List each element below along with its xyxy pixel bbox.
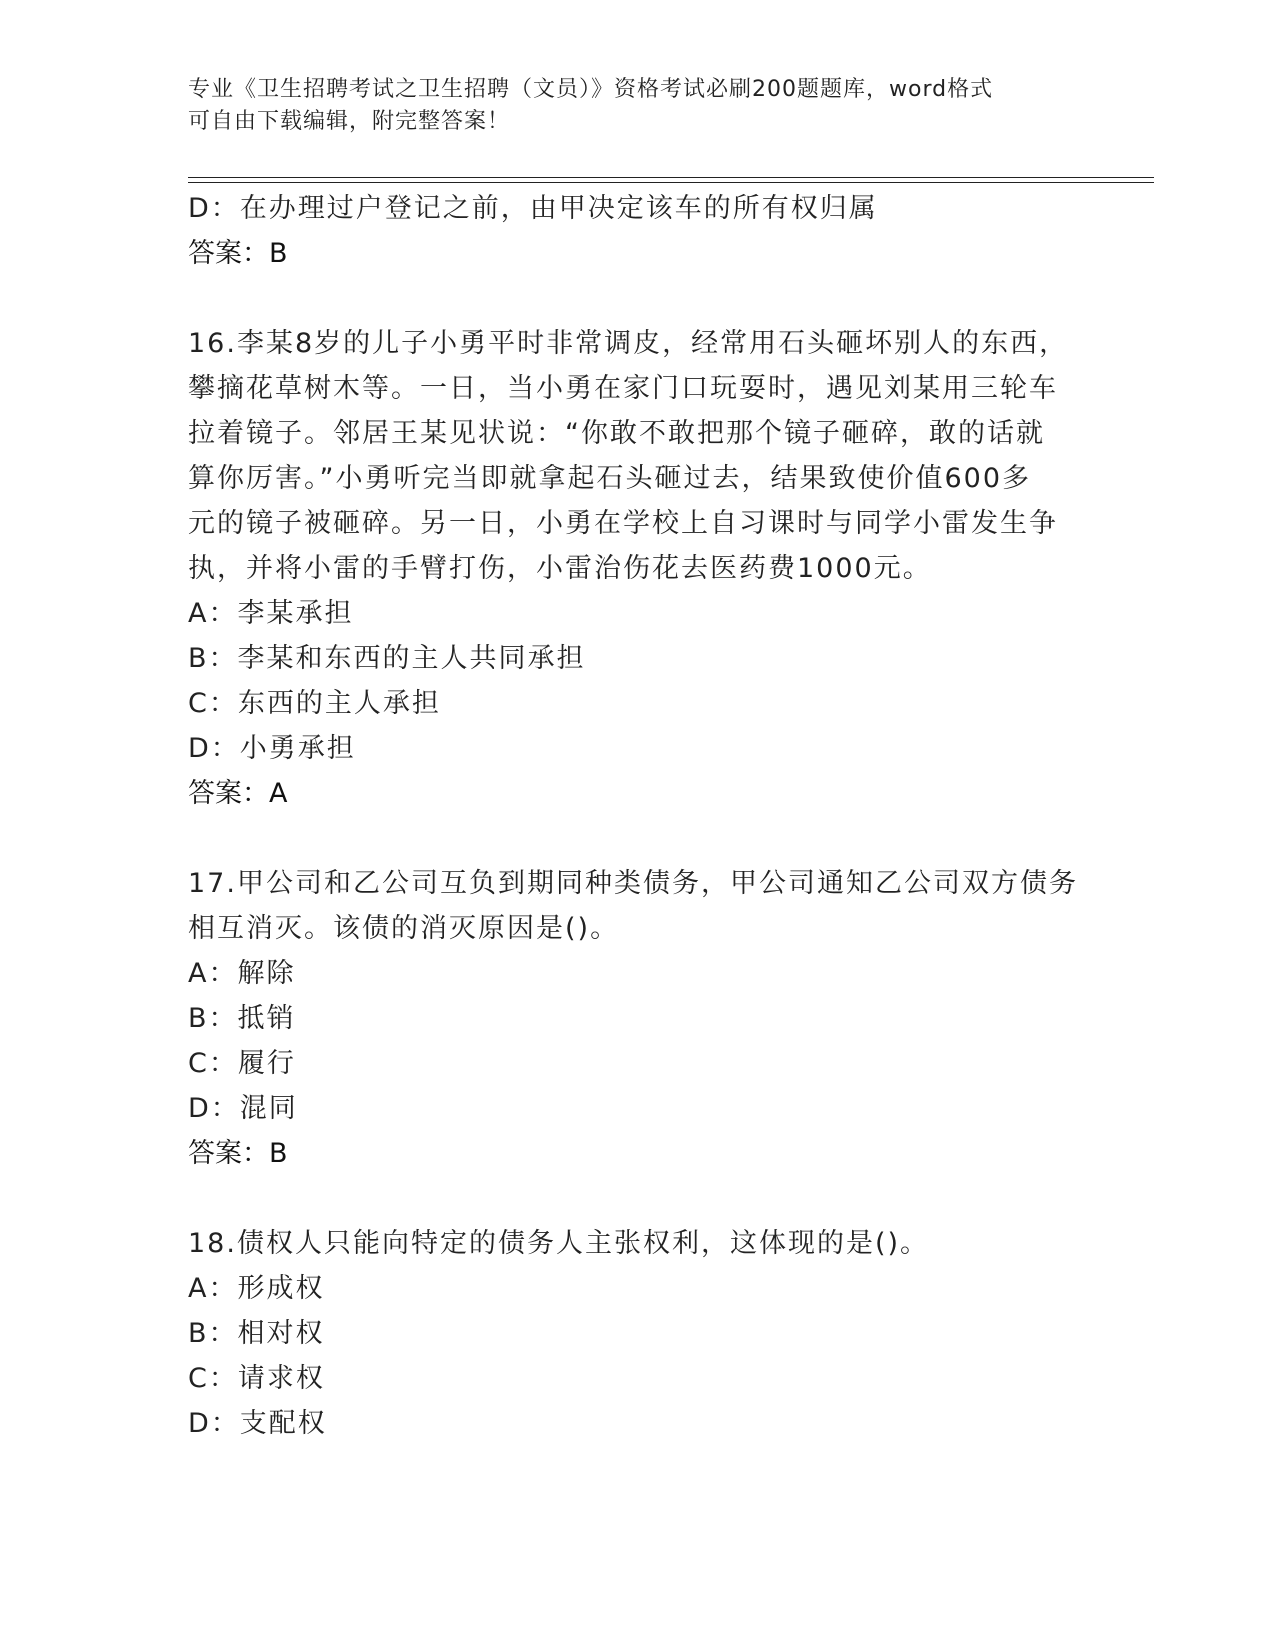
q17-stem-line: 17.甲公司和乙公司互负到期同种类债务，甲公司通知乙公司双方债务 <box>188 868 1078 899</box>
q16-stem-line: 攀摘花草树木等。一日，当小勇在家门口玩耍时，遇见刘某用三轮车 <box>188 373 1058 404</box>
q16-stem-line: 算你厉害。”小勇听完当即就拿起石头砸过去，结果致使价值600多 <box>188 463 1032 494</box>
q16-stem-line: 元的镜子被砸碎。另一日，小勇在学校上自习课时与同学小雷发生争 <box>188 508 1058 539</box>
q17-answer: 答案：B <box>188 1138 288 1169</box>
header-divider-top <box>188 177 1154 178</box>
q16-answer: 答案：A <box>188 778 288 809</box>
q16-option-c: C：东西的主人承担 <box>188 688 441 719</box>
q18-option-a: A：形成权 <box>188 1273 325 1304</box>
question-content <box>188 186 1088 1446</box>
q18-option-d: D：支配权 <box>188 1408 327 1439</box>
q17-stem-line: 相互消灭。该债的消灭原因是()。 <box>188 913 620 944</box>
q16-stem-line: 16.李某8岁的儿子小勇平时非常调皮，经常用石头砸坏别人的东西， <box>188 328 1069 359</box>
header-divider-bottom <box>188 182 1154 183</box>
spacer <box>188 1176 1088 1221</box>
spacer <box>188 276 1088 321</box>
header-line-2: 可自由下载编辑，附完整答案！ <box>188 109 511 134</box>
q15-option-d: D：在办理过户登记之前，由甲决定该车的所有权归属 <box>188 193 878 224</box>
document-header <box>188 74 1068 138</box>
q16-option-a: A：李某承担 <box>188 598 354 629</box>
q17-option-b: B：抵销 <box>188 1003 296 1034</box>
header-line-1: 专业《卫生招聘考试之卫生招聘（文员）》资格考试必刷200题题库，word格式 <box>188 77 994 102</box>
question-16 <box>188 321 1088 816</box>
q17-option-d: D：混同 <box>188 1093 298 1124</box>
q18-option-b: B：相对权 <box>188 1318 325 1349</box>
q18-option-c: C：请求权 <box>188 1363 325 1394</box>
spacer <box>188 816 1088 861</box>
q15-answer: 答案：B <box>188 238 288 269</box>
question-18 <box>188 1221 1088 1446</box>
q18-stem-line: 18.债权人只能向特定的债务人主张权利，这体现的是()。 <box>188 1228 930 1259</box>
q17-option-c: C：履行 <box>188 1048 296 1079</box>
q16-stem-line: 执，并将小雷的手臂打伤，小雷治伤花去医药费1000元。 <box>188 553 932 584</box>
q16-stem-line: 拉着镜子。邻居王某见状说：“你敢不敢把那个镜子砸碎，敢的话就 <box>188 418 1045 449</box>
q17-option-a: A：解除 <box>188 958 296 989</box>
q16-option-b: B：李某和东西的主人共同承担 <box>188 643 586 674</box>
question-17 <box>188 861 1088 1176</box>
q16-option-d: D：小勇承担 <box>188 733 356 764</box>
